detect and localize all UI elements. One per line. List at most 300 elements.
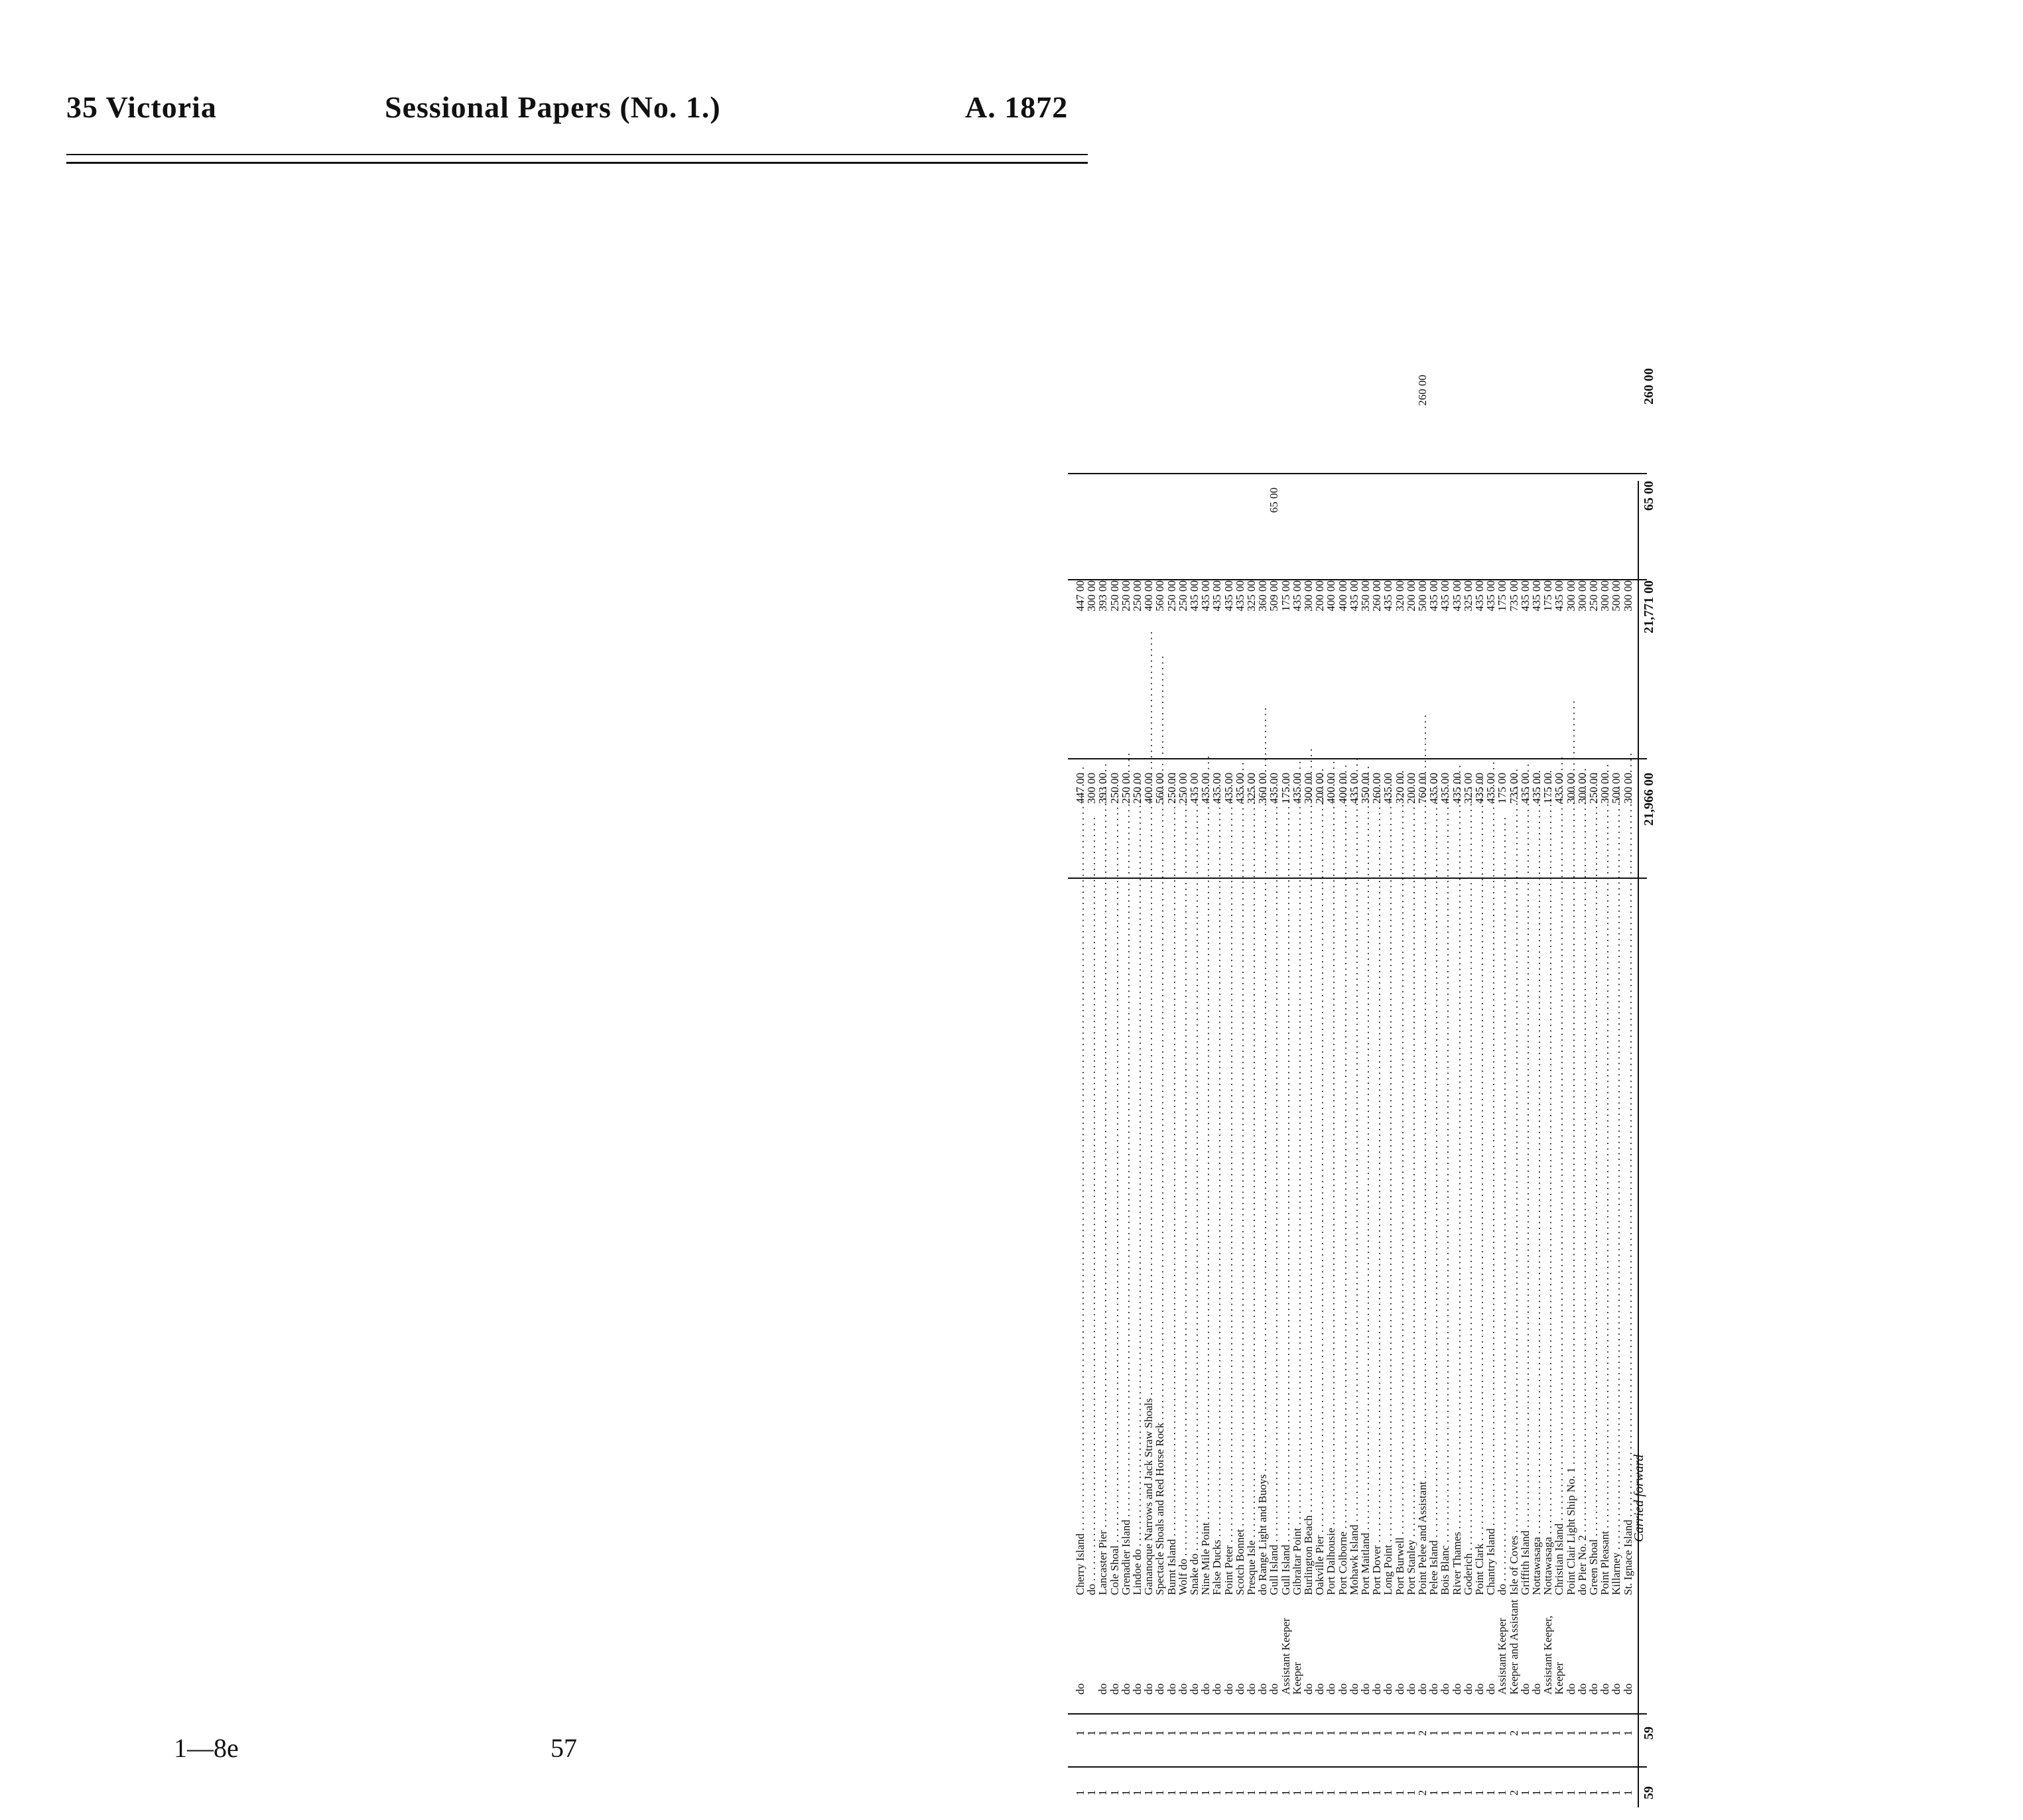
count-col-1: 1 — [1393, 1789, 1406, 1796]
role-cell: do — [1074, 1683, 1086, 1695]
count-col-1: 1 — [1496, 1789, 1509, 1796]
table-row — [1382, 481, 1394, 1807]
count-col-2: 1 — [1108, 1730, 1121, 1736]
station-cell: Scotch Bonnet . . . — [1234, 899, 1246, 1595]
count-col-2: 1 — [1256, 1730, 1270, 1736]
amount-cell-b: 447 00 — [1074, 580, 1086, 612]
amount-cell-b: 435 00 — [1188, 580, 1201, 612]
table-row — [1451, 481, 1463, 1807]
count-col-2: 1 — [1313, 1730, 1327, 1736]
amount-cell-b: 560 00 — [1153, 580, 1167, 612]
count-col-2: 1 — [1553, 1730, 1566, 1736]
amount-cell-b: 435 00 — [1222, 580, 1235, 612]
station-cell: Presque Isle . . . — [1246, 899, 1257, 1595]
role-cell: do — [1461, 1683, 1474, 1695]
role-cell: do — [1599, 1683, 1612, 1695]
station-cell: Burnt Island . . . — [1166, 899, 1177, 1595]
amount-cell-a: 435 00 — [1199, 773, 1212, 804]
amount-cell-b: 300 00 — [1564, 580, 1577, 612]
amount-cell-b: 435 00 — [1530, 580, 1543, 612]
count-col-1: 1 — [1347, 1789, 1360, 1796]
count-col-2: 1 — [1233, 1730, 1246, 1736]
amount-cell-a: 400 00 — [1325, 773, 1338, 804]
table-row — [1291, 481, 1303, 1807]
amount-cell-b: 260 00 — [1370, 580, 1384, 612]
role-cell: do — [1199, 1683, 1212, 1695]
table-row — [1109, 481, 1120, 1807]
role-cell: do — [1119, 1683, 1132, 1695]
count-col-1: 2 — [1416, 1789, 1429, 1796]
role-cell: Keeper and Assistant — [1507, 1599, 1520, 1695]
amount-cell-c: 65 00 — [1268, 487, 1281, 513]
amount-cell-b: 250 00 — [1108, 580, 1121, 612]
station-cell: Cherry Island . . . — [1075, 899, 1086, 1595]
table-row — [1211, 481, 1222, 1807]
count-col-1: 1 — [1222, 1789, 1235, 1796]
count-col-2: 1 — [1245, 1730, 1258, 1736]
table-row — [1337, 481, 1348, 1807]
count-col-2: 1 — [1518, 1730, 1532, 1736]
role-cell: Assistant Keeper, — [1541, 1615, 1555, 1695]
amount-cell-b: 435 00 — [1439, 580, 1452, 612]
station-cell: Bois Blanc . . . — [1439, 899, 1451, 1595]
count-col-1: 1 — [1302, 1789, 1315, 1796]
amount-cell-a: 200 00 — [1313, 773, 1327, 804]
amount-cell-a: 175 00 — [1279, 773, 1292, 804]
table-row — [1610, 481, 1622, 1807]
table-row — [1280, 481, 1291, 1807]
amount-cell-a: 300 00 — [1564, 773, 1577, 804]
station-cell: Port Colborne . . . — [1337, 899, 1348, 1595]
amount-cell-a: 300 00 — [1575, 773, 1589, 804]
table-row — [1577, 481, 1588, 1807]
amount-cell-b: 175 00 — [1541, 580, 1555, 612]
role-cell: do — [1131, 1683, 1143, 1695]
table-row — [1132, 481, 1143, 1807]
count-col-2: 1 — [1131, 1730, 1143, 1736]
header-volume: 35 Victoria — [66, 90, 217, 124]
station-cell: Wolf do . . . — [1177, 899, 1189, 1595]
amount-cell-a: 435 00 — [1450, 773, 1463, 804]
table-row — [1553, 481, 1565, 1807]
amount-cell-b: 200 00 — [1404, 580, 1417, 612]
amount-cell-a: 435 00 — [1233, 773, 1246, 804]
amount-cell-b: 435 00 — [1484, 580, 1498, 612]
count-col-1: 1 — [1108, 1789, 1121, 1796]
station-cell: do . . . — [1086, 899, 1097, 1595]
station-cell: Oakville Pier . . . — [1314, 899, 1325, 1595]
count-col-1: 2 — [1507, 1789, 1520, 1796]
count-col-2: 1 — [1530, 1730, 1543, 1736]
table-row — [1246, 481, 1257, 1807]
amount-cell-a: 447 00 — [1074, 773, 1086, 804]
amount-cell-a: 435 00 — [1188, 773, 1201, 804]
amount-cell-b: 400 00 — [1325, 580, 1338, 612]
table-row — [1371, 481, 1382, 1807]
count-col-1: 1 — [1233, 1789, 1246, 1796]
amount-cell-a: 560 00 — [1153, 773, 1167, 804]
table-row — [1565, 481, 1577, 1807]
table-row — [1622, 481, 1634, 1807]
count-col-1: 1 — [1210, 1789, 1224, 1796]
amount-cell-b: 300 00 — [1575, 580, 1589, 612]
count-col-1: 1 — [1439, 1789, 1452, 1796]
table-row — [1097, 481, 1108, 1807]
amount-cell-a: 260 00 — [1370, 773, 1384, 804]
count-col-1: 1 — [1427, 1789, 1441, 1796]
role-cell: do — [1108, 1683, 1121, 1695]
count-col-2: 1 — [1142, 1730, 1155, 1736]
amount-cell-a: 325 00 — [1461, 773, 1474, 804]
amount-cell-a: 250 00 — [1119, 773, 1132, 804]
amount-cell-a: 250 00 — [1176, 773, 1189, 804]
count-col-2: 1 — [1496, 1730, 1509, 1736]
role-cell: do — [1245, 1683, 1258, 1695]
amount-cell-a: 393 00 — [1096, 773, 1110, 804]
amount-cell-b: 300 00 — [1599, 580, 1612, 612]
count-col-2: 1 — [1587, 1730, 1600, 1736]
amount-cell-d: 260 00 — [1416, 375, 1429, 406]
count-col-1: 1 — [1131, 1789, 1143, 1796]
station-cell: Green Shoal . . . — [1588, 899, 1599, 1595]
station-cell: Point Peter . . . — [1223, 899, 1234, 1595]
amount-cell-b: 735 00 — [1507, 580, 1520, 612]
amount-cell-b: 200 00 — [1313, 580, 1327, 612]
header-year: A. 1872 — [965, 90, 1069, 124]
table-row — [1474, 481, 1485, 1807]
amount-cell-b: 400 00 — [1142, 580, 1155, 612]
role-cell: do — [1325, 1683, 1338, 1695]
amount-cell-a: 435 00 — [1210, 773, 1224, 804]
count-col-2: 1 — [1439, 1730, 1452, 1736]
count-col-1: 1 — [1096, 1789, 1110, 1796]
role-cell: do — [1518, 1683, 1532, 1695]
amount-cell-b: 300 00 — [1085, 580, 1098, 612]
total-amount-b: 21,771 00 — [1641, 580, 1656, 633]
role-cell: do — [1427, 1683, 1441, 1695]
role-cell: do — [1587, 1683, 1600, 1695]
role-cell: do — [1439, 1683, 1452, 1695]
amount-cell-b: 400 00 — [1336, 580, 1349, 612]
count-col-1: 1 — [1382, 1789, 1395, 1796]
total-amount-c: 65 00 — [1641, 481, 1656, 511]
role-cell: do — [1530, 1683, 1543, 1695]
count-col-1: 1 — [1541, 1789, 1555, 1796]
amount-cell-a: 320 00 — [1393, 773, 1406, 804]
station-cell: Gibraltar Point . . . — [1291, 899, 1303, 1595]
column-rule — [1068, 473, 1647, 474]
count-col-1: 1 — [1518, 1789, 1532, 1796]
header-rule-bottom — [66, 162, 1088, 164]
amount-cell-a: 250 00 — [1587, 773, 1600, 804]
amount-cell-b: 250 00 — [1587, 580, 1600, 612]
count-col-2: 1 — [1621, 1730, 1634, 1736]
station-cell: Lindoe do . . . — [1132, 899, 1143, 1595]
amount-cell-b: 393 00 — [1096, 580, 1110, 612]
count-col-1: 1 — [1313, 1789, 1327, 1796]
role-cell: do — [1370, 1683, 1384, 1695]
count-col-1: 1 — [1599, 1789, 1612, 1796]
amount-cell-b: 509 00 — [1268, 580, 1281, 612]
count-col-1: 1 — [1484, 1789, 1498, 1796]
table-row — [1360, 481, 1371, 1807]
amount-cell-a: 250 00 — [1165, 773, 1178, 804]
role-cell: do — [1165, 1683, 1178, 1695]
count-col-1: 1 — [1245, 1789, 1258, 1796]
role-cell: do — [1313, 1683, 1327, 1695]
rotated-table — [1055, 368, 2023, 1807]
count-col-2: 1 — [1575, 1730, 1589, 1736]
role-cell: do — [1564, 1683, 1577, 1695]
count-col-1: 1 — [1404, 1789, 1417, 1796]
count-col-1: 1 — [1153, 1789, 1167, 1796]
count-col-1: 1 — [1450, 1789, 1463, 1796]
role-cell: Keeper — [1553, 1661, 1566, 1695]
role-cell: do — [1096, 1683, 1110, 1695]
count-col-2: 1 — [1359, 1730, 1372, 1736]
count-col-1: 1 — [1575, 1789, 1589, 1796]
station-cell: Nottawasaga . . . — [1542, 899, 1553, 1595]
station-cell: Spectacle Shoals and Red Horse Rock . . . — [1154, 899, 1165, 1595]
table-row — [1154, 481, 1165, 1807]
station-cell: do . . . — [1496, 899, 1508, 1595]
count-col-1: 1 — [1587, 1789, 1600, 1796]
role-cell: do — [1233, 1683, 1246, 1695]
count-col-1: 1 — [1473, 1789, 1486, 1796]
table-row — [1086, 481, 1097, 1807]
station-cell: Goderich . . . — [1463, 899, 1474, 1595]
amount-cell-b: 325 00 — [1245, 580, 1258, 612]
table-row — [1428, 481, 1439, 1807]
amount-cell-a: 400 00 — [1142, 773, 1155, 804]
role-cell: do — [1404, 1683, 1417, 1695]
amount-cell-a: 435 00 — [1268, 773, 1281, 804]
count-col-2: 1 — [1199, 1730, 1212, 1736]
station-cell: Gull Island . . . — [1268, 899, 1279, 1595]
amount-cell-b: 250 00 — [1176, 580, 1189, 612]
count-col-1: 1 — [1119, 1789, 1132, 1796]
count-col-2: 1 — [1290, 1730, 1303, 1736]
count-col-1: 1 — [1370, 1789, 1384, 1796]
amount-cell-b: 360 00 — [1256, 580, 1270, 612]
role-cell: do — [1473, 1683, 1486, 1695]
column-rule — [1068, 758, 1647, 759]
count-col-2: 1 — [1393, 1730, 1406, 1736]
amount-cell-b: 300 00 — [1302, 580, 1315, 612]
table-row — [1120, 481, 1132, 1807]
station-cell: Long Point . . . — [1382, 899, 1394, 1595]
station-cell: Nine Mile Point . . . — [1200, 899, 1211, 1595]
header-rule-top — [66, 154, 1088, 155]
count-col-1: 1 — [1336, 1789, 1349, 1796]
count-col-2: 1 — [1564, 1730, 1577, 1736]
amount-cell-b: 435 00 — [1427, 580, 1441, 612]
role-cell: Keeper — [1290, 1661, 1303, 1695]
count-col-1: 1 — [1165, 1789, 1178, 1796]
station-cell: Snake do . . . — [1189, 899, 1200, 1595]
station-cell: Port Dalhousie . . . — [1325, 899, 1337, 1595]
table-row — [1166, 481, 1177, 1807]
amount-cell-a: 435 00 — [1290, 773, 1303, 804]
count-col-2: 1 — [1347, 1730, 1360, 1736]
amount-cell-b: 350 00 — [1359, 580, 1372, 612]
count-col-1: 1 — [1279, 1789, 1292, 1796]
station-cell: Lancaster Pier . . . — [1097, 899, 1108, 1595]
amount-cell-a: 435 00 — [1518, 773, 1532, 804]
amount-cell-a: 735 00 — [1507, 773, 1520, 804]
count-col-2: 1 — [1268, 1730, 1281, 1736]
column-rule — [1068, 1713, 1647, 1715]
count-col-1: 1 — [1142, 1789, 1155, 1796]
role-cell: do — [1176, 1683, 1189, 1695]
count-col-1: 1 — [1199, 1789, 1212, 1796]
amount-cell-b: 435 00 — [1210, 580, 1224, 612]
table-row — [1542, 481, 1553, 1807]
count-col-2: 1 — [1370, 1730, 1384, 1736]
count-col-2: 1 — [1484, 1730, 1498, 1736]
count-col-2: 1 — [1302, 1730, 1315, 1736]
amount-cell-b: 435 00 — [1199, 580, 1212, 612]
station-cell: Isle of Coves . . . — [1508, 899, 1520, 1595]
table-row — [1485, 481, 1496, 1807]
amount-cell-b: 250 00 — [1131, 580, 1143, 612]
table-row — [1348, 481, 1360, 1807]
role-cell: do — [1347, 1683, 1360, 1695]
table-row — [1257, 481, 1268, 1807]
table-row — [1463, 481, 1474, 1807]
station-cell: River Thames . . . — [1451, 899, 1463, 1595]
count-col-1: 1 — [1610, 1789, 1623, 1796]
role-cell: do — [1610, 1683, 1623, 1695]
table-row — [1439, 481, 1451, 1807]
table-row — [1200, 481, 1211, 1807]
role-cell: do — [1382, 1683, 1395, 1695]
station-cell: do Range Light and Buoys . . . — [1257, 899, 1268, 1595]
table-row — [1177, 481, 1189, 1807]
table-row — [1520, 481, 1531, 1807]
page-number: 57 — [551, 1733, 577, 1763]
count-col-1: 1 — [1461, 1789, 1474, 1796]
count-col-2: 1 — [1427, 1730, 1441, 1736]
role-cell: do — [1302, 1683, 1315, 1695]
station-cell: Mohawk Island . . . — [1348, 899, 1360, 1595]
amount-cell-b: 435 00 — [1518, 580, 1532, 612]
role-cell: do — [1393, 1683, 1406, 1695]
total-amount-a: 21,966 00 — [1641, 773, 1656, 826]
role-cell: do — [1416, 1683, 1429, 1695]
count-col-1: 1 — [1268, 1789, 1281, 1796]
table-row — [1531, 481, 1542, 1807]
count-col-2: 1 — [1382, 1730, 1395, 1736]
station-cell: Burlington Beach . . . — [1303, 899, 1314, 1595]
role-cell: do — [1450, 1683, 1463, 1695]
role-cell: do — [1359, 1683, 1372, 1695]
station-cell: Gananoque Narrows and Jack Straw Shoals . . . — [1143, 899, 1154, 1595]
amount-cell-a: 435 00 — [1382, 773, 1395, 804]
amount-cell-b: 435 00 — [1553, 580, 1566, 612]
table-row — [1325, 481, 1337, 1807]
amount-cell-b: 435 00 — [1233, 580, 1246, 612]
role-cell: do — [1142, 1683, 1155, 1695]
amount-cell-a: 400 00 — [1336, 773, 1349, 804]
carried-forward-label: Carried forward — [1632, 1454, 1646, 1542]
station-cell: Cole Shoal . . . — [1109, 899, 1120, 1595]
amount-cell-b: 435 00 — [1473, 580, 1486, 612]
count-col-1: 1 — [1564, 1789, 1577, 1796]
station-cell: Point Pelee and Assistant . . . — [1417, 899, 1428, 1595]
table-row — [1268, 481, 1279, 1807]
table-row — [1189, 481, 1200, 1807]
header-title: Sessional Papers (No. 1.) — [385, 90, 721, 124]
station-cell: Killarney . . . — [1610, 899, 1622, 1595]
column-rule — [1068, 878, 1647, 879]
amount-cell-a: 300 00 — [1621, 773, 1634, 804]
table-row — [1143, 481, 1154, 1807]
table-row — [1588, 481, 1599, 1807]
table-row — [1303, 481, 1314, 1807]
count-col-1: 1 — [1290, 1789, 1303, 1796]
table-row — [1405, 481, 1417, 1807]
table-row — [1314, 481, 1325, 1807]
count-col-2: 1 — [1336, 1730, 1349, 1736]
station-cell: Port Stanley . . . — [1405, 899, 1417, 1595]
role-cell: do — [1222, 1683, 1235, 1695]
station-cell: St. Ignace Island . . . — [1622, 899, 1634, 1595]
station-cell: Christian Island . . . — [1553, 899, 1565, 1595]
footer-signature: 1—8e — [174, 1733, 239, 1763]
amount-cell-a: 435 00 — [1347, 773, 1360, 804]
count-col-2: 1 — [1222, 1730, 1235, 1736]
table-row — [1234, 481, 1246, 1807]
role-cell: Assistant Keeper — [1496, 1618, 1509, 1695]
amount-cell-b: 250 00 — [1119, 580, 1132, 612]
station-cell: Point Clair Light Ship No. 1 . . . — [1565, 899, 1577, 1595]
amount-cell-a: 350 00 — [1359, 773, 1372, 804]
total-rule — [1638, 481, 1639, 1807]
count-col-2: 1 — [1074, 1730, 1086, 1736]
table-row — [1416, 375, 1429, 1807]
amount-cell-b: 500 00 — [1416, 580, 1429, 612]
amount-cell-a: 435 00 — [1427, 773, 1441, 804]
amount-cell-a: 300 00 — [1599, 773, 1612, 804]
amount-cell-a: 250 00 — [1131, 773, 1143, 804]
count-col-2: 1 — [1541, 1730, 1555, 1736]
station-cell: do Pier No. 2 . . . — [1577, 899, 1588, 1595]
count-col-2: 1 — [1119, 1730, 1132, 1736]
count-col-1: 1 — [1176, 1789, 1189, 1796]
count-col-2: 2 — [1507, 1730, 1520, 1736]
count-col-1: 1 — [1074, 1789, 1086, 1796]
amount-cell-b: 435 00 — [1347, 580, 1360, 612]
count-col-2: 1 — [1279, 1730, 1292, 1736]
amount-cell-b: 435 00 — [1290, 580, 1303, 612]
table-row — [1223, 481, 1234, 1807]
station-cell: Port Maitland . . . — [1360, 899, 1371, 1595]
amount-cell-a: 300 00 — [1085, 773, 1098, 804]
count-col-1: 1 — [1530, 1789, 1543, 1796]
table-row — [1394, 481, 1405, 1807]
station-cell: Port Burwell . . . — [1394, 899, 1405, 1595]
count-col-2: 1 — [1096, 1730, 1110, 1736]
count-col-2: 1 — [1210, 1730, 1224, 1736]
amount-cell-a: 435 00 — [1439, 773, 1452, 804]
role-cell: do — [1210, 1683, 1224, 1695]
table-row — [1599, 481, 1610, 1807]
station-cell: Griffith Island . . . — [1520, 899, 1531, 1595]
amount-cell-b: 435 00 — [1450, 580, 1463, 612]
amount-cell-b: 250 00 — [1165, 580, 1178, 612]
count-col-2: 1 — [1450, 1730, 1463, 1736]
